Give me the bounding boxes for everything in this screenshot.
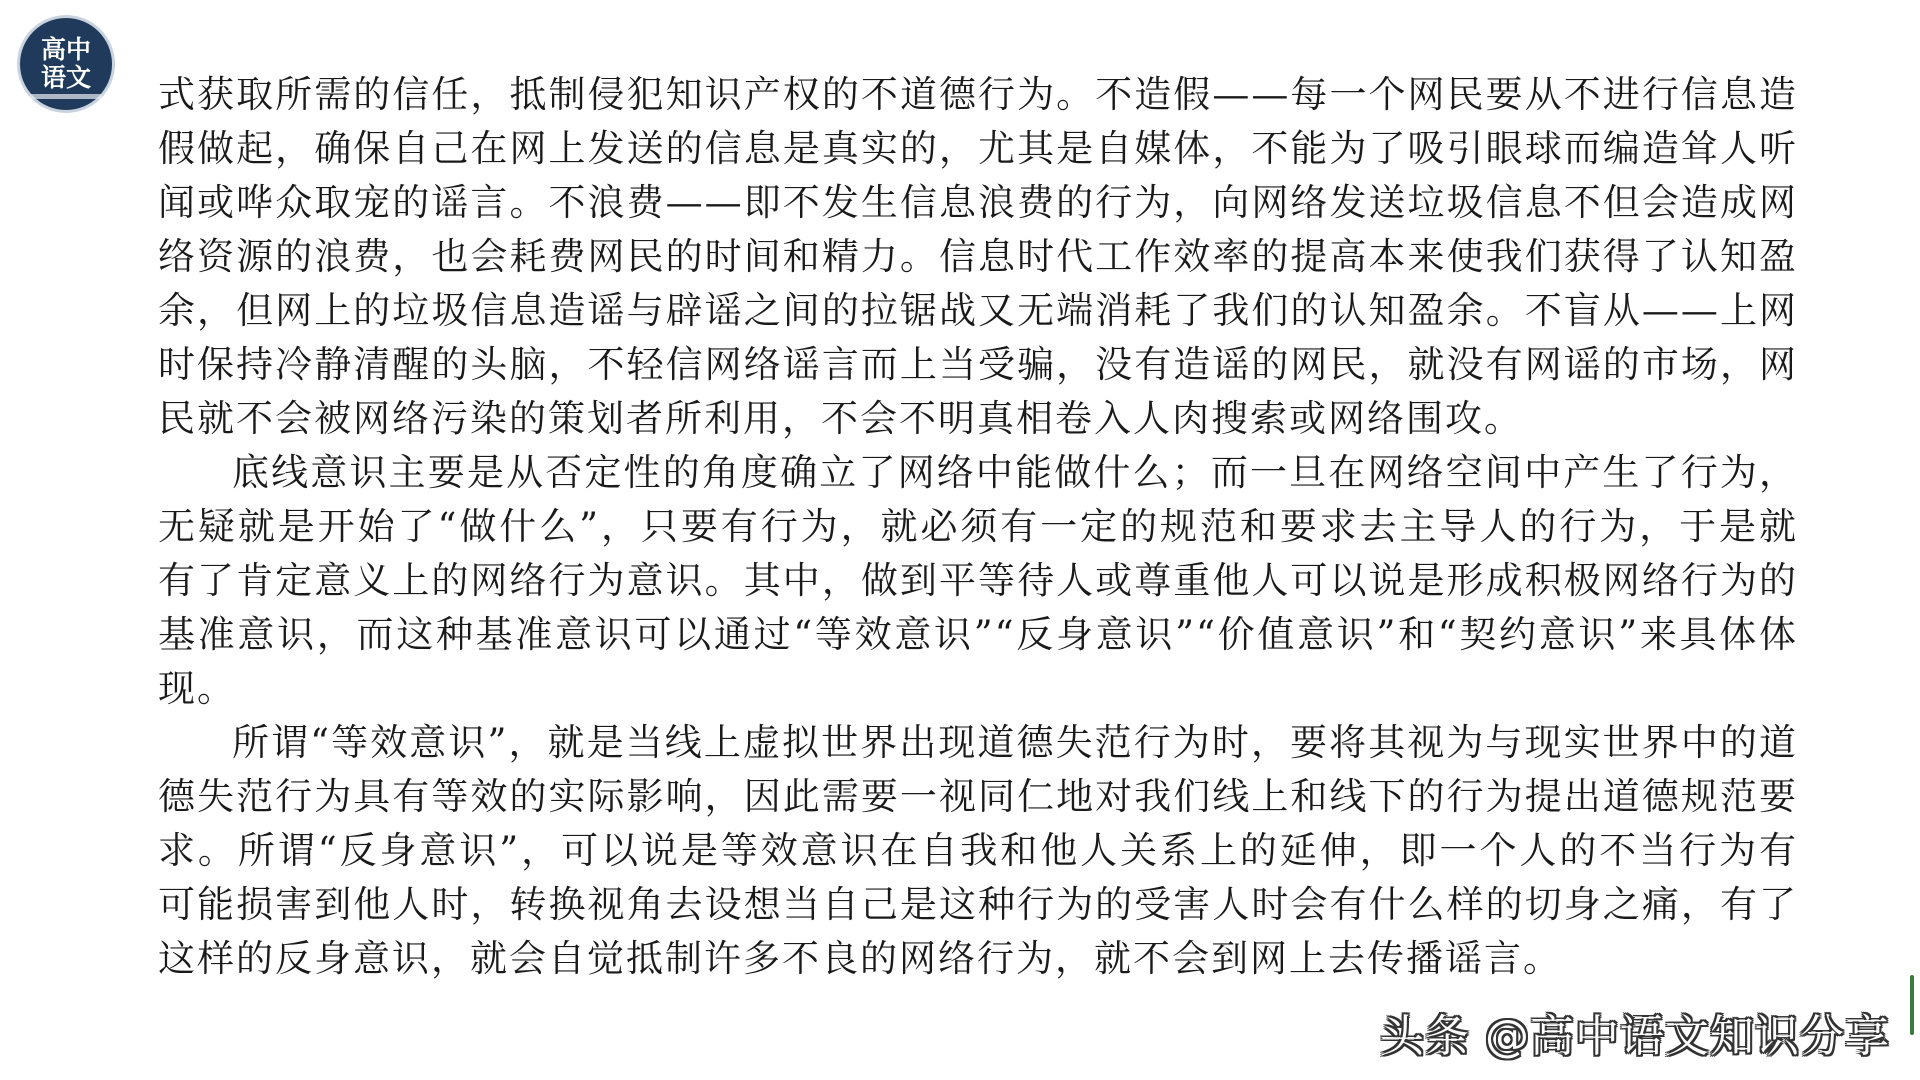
logo-text-line2: 语文: [40, 63, 91, 92]
paragraph-1: 式获取所需的信任，抵制侵犯知识产权的不道德行为。不造假——每一个网民要从不进行信息造假做起，确保自己在网上发送的信息是真实的，尤其是自媒体，不能为了吸引眼球而编造耸人听闻或哗众取宠的谣言。不浪费——即不发生信息浪费的行为，向网络发送垃圾信息不但会造成网络资源的浪费，也会耗费网民的时间和精力。信息时代工作效率的提高本来使我们获得了认知盈余，但网上的垃圾信息造谣与辟谣之间的拉锯战又无端消耗了我们的认知盈余。不盲从——上网时保持冷静清醒的头脑，不轻信网络谣言而上当受骗，没有造谣的网民，就没有网谣的市场，网民就不会被网络污染的策划者所利用，不会不明真相卷入人肉搜索或网络围攻。: [158, 73, 1798, 440]
logo-badge: [20, 18, 112, 110]
watermark: 头条 @高中语文知识分享: [1380, 1011, 1890, 1062]
scroll-indicator[interactable]: [1910, 975, 1914, 1035]
article-body: [158, 68, 1798, 986]
logo-text-line1: 高中: [40, 35, 91, 64]
logo-brush-stroke: [30, 94, 102, 99]
paragraph-2: 底线意识主要是从否定性的角度确立了网络中能做什么；而一旦在网络空间中产生了行为，无疑就是开始了“做什么”，只要有行为，就必须有一定的规范和要求去主导人的行为，于是就有了肯定意义上的网络行为意识。其中，做到平等待人或尊重他人可以说是形成积极网络行为的基准意识，而这种基准意识可以通过“等效意识”“反身意识”“价值意识”和“契约意识”来具体体现。: [158, 451, 1798, 710]
paragraph-3: 所谓“等效意识”，就是当线上虚拟世界出现道德失范行为时，要将其视为与现实世界中的道德失范行为具有等效的实际影响，因此需要一视同仁地对我们线上和线下的行为提出道德规范要求。所谓“反身意识”，可以说是等效意识在自我和他人关系上的延伸，即一个人的不当行为有可能损害到他人时，转换视角去设想当自己是这种行为的受害人时会有什么样的切身之痛，有了这样的反身意识，就会自觉抵制许多不良的网络行为，就不会到网上去传播谣言。: [158, 721, 1798, 980]
